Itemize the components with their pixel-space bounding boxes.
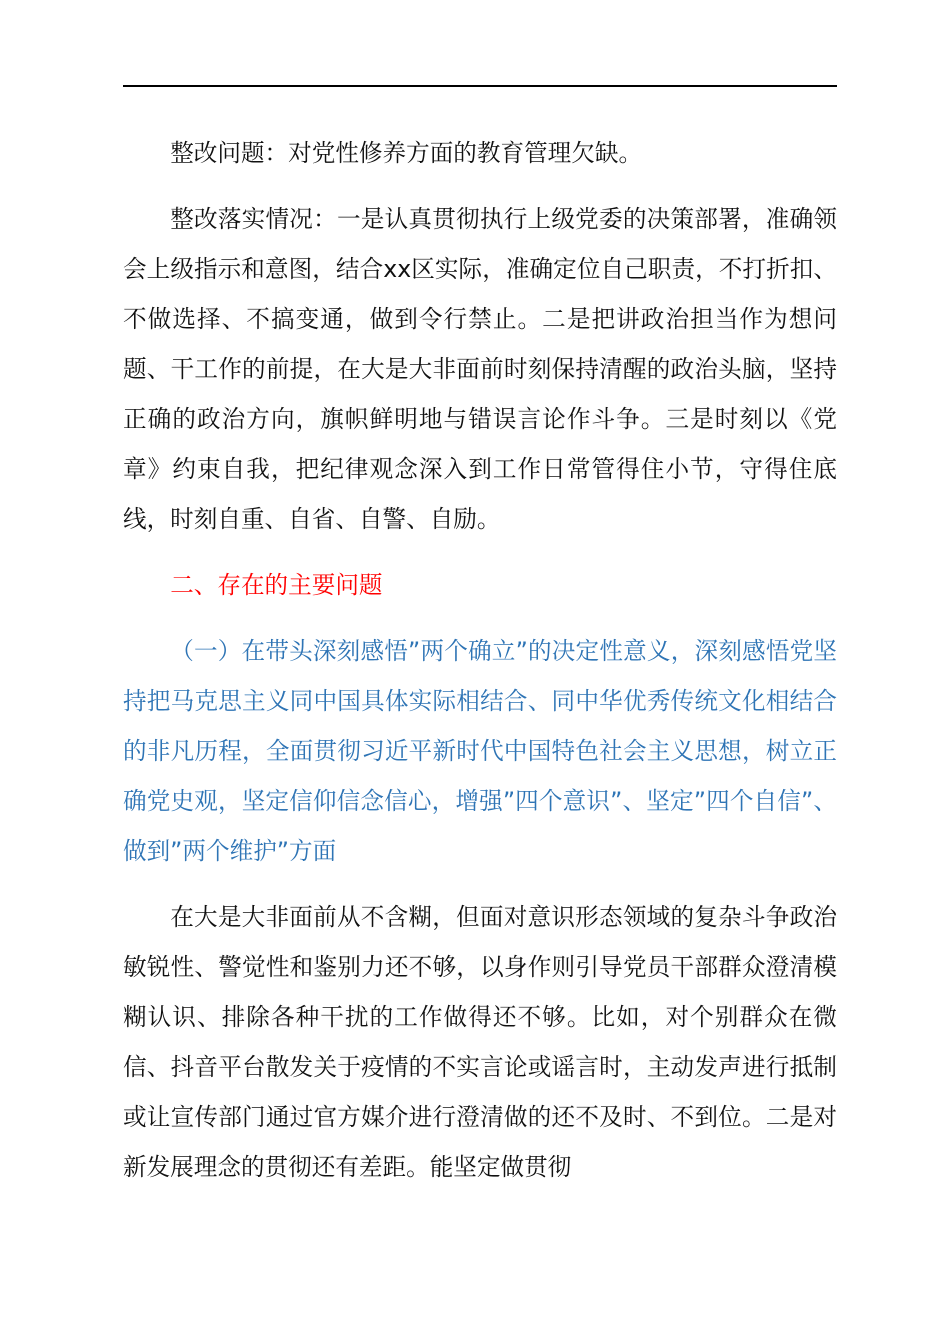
rectification-issue-paragraph: 整改问题：对党性修养方面的教育管理欠缺。 xyxy=(170,139,643,167)
problem-description-paragraph: 在大是大非面前从不含糊，但面对意识形态领域的复杂斗争政治敏锐性、警觉性和鉴别力还不够，以身作则引导党员干部群众澄清模糊认识、排除各种干扰的工作做得还不够。比如，对个别群众在微信、抖音平台散发关于疫情的不实言论或谣言时，主动发声进行抵制或让宣传部门通过官方媒介进行澄清做的还不及时、不到位。二是对新发展理念的贯彻还有差距。能坚定做贯彻 xyxy=(123,903,837,1181)
section-heading: 二、存在的主要问题 xyxy=(170,571,383,599)
rectification-status-paragraph: 整改落实情况：一是认真贯彻执行上级党委的决策部署，准确领会上级指示和意图，结合xx区实际，准确定位自己职责，不打折扣、不做选择、不搞变通，做到令行禁止。二是把讲政治担当作为想问题、干工作的前提，在大是大非面前时刻保持清醒的政治头脑，坚持正确的政治方向，旗帜鲜明地与错误言论作斗争。三是时刻以《党章》约束自我，把纪律观念深入到工作日常管得住小节，守得住底线，时刻自重、自省、自警、自励。 xyxy=(123,205,837,533)
header-rule xyxy=(123,85,837,87)
document-body xyxy=(123,128,837,1192)
sub-heading: （一）在带头深刻感悟”两个确立”的决定性意义，深刻感悟党坚持把马克思主义同中国具体实际相结合、同中华优秀传统文化相结合的非凡历程，全面贯彻习近平新时代中国特色社会主义思想，树立正确党史观，坚定信仰信念信心，增强”四个意识”、坚定”四个自信”、做到”两个维护”方面 xyxy=(123,637,837,865)
